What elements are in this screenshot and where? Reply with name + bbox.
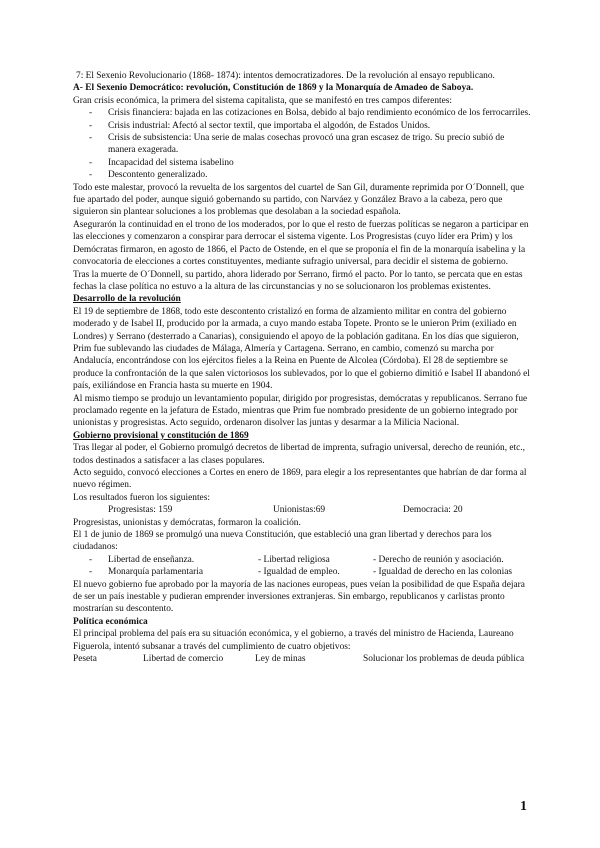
objective-item: Peseta bbox=[73, 654, 97, 665]
paragraph: Acto seguido, convocó elecciones a Cortes en enero de 1869, para elegir a los representantes que habrían de dar forma al nuevo régimen. bbox=[73, 468, 527, 491]
dash-bullet: - bbox=[89, 108, 93, 119]
paragraph: El principal problema del país era su situación económica, y el gobierno, a través del ministro de Hacienda, Laureano Figuerola, intentó subsanar a través del cumplimiento de cuatro objetivos: bbox=[73, 629, 514, 652]
subheading-provisional-government: Gobierno provisional y constitución de 1869 bbox=[73, 430, 249, 441]
document-title: 7: El Sexenio Revolucionario (1868- 1874): intentos democratizadores. De la revolución al ensayo republicano. bbox=[76, 71, 495, 81]
paragraph: El nuevo gobierno fue aprobado por la mayoría de las naciones europeas, pues veían la posibilidad de que España dejara de ser un país inestable y pudieran emprender inversiones extranjeras. Sin embargo, republicanos y carlistas pronto mostrarían su descontento. bbox=[73, 579, 525, 615]
dash-bullet: - bbox=[89, 567, 93, 578]
subheading-revolution: Desarrollo de la revolución bbox=[73, 294, 181, 305]
paragraph: El 1 de junio de 1869 se promulgó una nueva Constitución, que estableció una gran libertad y derechos para los ciudadanos: bbox=[73, 530, 492, 553]
dash-bullet: - bbox=[89, 133, 93, 144]
list-item: - Crisis financiera: bajada en las cotizaciones en Bolsa, debido al bajo rendimiento económico de los ferrocarriles. bbox=[89, 108, 531, 119]
list-item: - Crisis de subsistencia: Una serie de malas cosechas provocó una gran escasez de trigo. Su precio subió de manera exagerada. bbox=[89, 133, 505, 156]
dash-bullet: - bbox=[89, 157, 93, 168]
document-body bbox=[73, 70, 533, 666]
subheading-economic-policy: Política económica bbox=[73, 616, 148, 627]
list-item: - Libertad de enseñanza. - Libertad religiosa - Derecho de reunión y asociación. bbox=[89, 554, 504, 565]
rights-list bbox=[73, 554, 533, 579]
paragraph: Tras llegar al poder, el Gobierno promulgó decretos de libertad de imprenta, sufragio universal, derecho de reunión, etc., todos destinados a satisfacer a las clases populares. bbox=[73, 443, 525, 466]
paragraph: Progresistas, unionistas y demócratas, formaron la coalición. bbox=[73, 517, 301, 528]
list-item: - Incapacidad del sistema isabelino bbox=[89, 157, 234, 168]
list-item: - Monarquía parlamentaria - Igualdad de empleo. - Igualdad de derecho en las colonias bbox=[89, 567, 513, 578]
crisis-list bbox=[73, 107, 533, 181]
section-heading-a: A- El Sexenio Democrático: revolución, Constitución de 1869 y la Monarquía de Amadeo de Saboya. bbox=[73, 83, 474, 94]
page-number: 1 bbox=[520, 799, 527, 814]
paragraph: Al mismo tiempo se produjo un levantamiento popular, dirigido por progresistas, demócratas y republicanos. Serrano fue proclamado regente en la jefatura de Estado, mientras que Prim fue nombrado presidente de un gobierno integrado por unionistas y progresistas. Acto seguido, ordenaron disolver las juntas y desarmar a la Milicia Nacional. bbox=[73, 393, 528, 429]
paragraph: Todo este malestar, provocó la revuelta de los sargentos del cuartel de San Gil, duramente reprimida por O´Donnell, que fue apartado del poder, aunque siguió gobernando su partido, con Narváez y González Bravo a la cabeza, pero que siguieron sin plantear soluciones a los problemas que desolaban a la sociedad española. bbox=[73, 182, 524, 218]
paragraph: Tras la muerte de O´Donnell, su partido, ahora liderado por Serrano, firmó el pacto. Por lo tanto, se percata que en estas fechas la clase política no estuvo a la altura de las circunstancias y no se solucionaron los problemas existentes. bbox=[73, 269, 523, 292]
dash-bullet: - bbox=[89, 170, 93, 181]
result-progresistas: Progresistas: 159 bbox=[108, 505, 173, 516]
paragraph: El 19 de septiembre de 1868, todo este descontento cristalizó en forma de alzamiento militar en contra del gobierno moderado y de Isabel II, producido por la armada, a cuyo mando estaba Topete. Pronto se le unieron Prim (exiliado en Londres) y Serrano (desterrado a Canarias), consiguiendo el apoyo de la población gaditana. En los días que siguieron, Prim fue sublevando las ciudades de Málaga, Almería y Cartagena. Serrano, en cambio, comenzó su marcha por Andalucía, encontrándose con los ejércitos fieles a la Reina en Puente de Alcolea (Córdoba). El 28 de septiembre se produce la confrontación de la que salen victoriosos los sublevados, por lo que el gobierno dimitió e Isabel II abandonó el país, exiliándose en Francia hasta su muerte en 1904. bbox=[73, 306, 530, 392]
dash-bullet: - bbox=[89, 554, 93, 565]
objectives-row bbox=[73, 653, 533, 665]
result-unionistas: Unionistas:69 bbox=[273, 505, 326, 516]
paragraph: Asegurarón la continuidad en el trono de los moderados, por lo que el resto de fuerzas políticas se negaron a participar en las elecciones y comenzaron a conspirar para derrocar el sistema vigente. Los Progresistas (cuyo líder era Prim) y los Demócratas firmaron, en agosto de 1866, el Pacto de Ostende, en el que se proponía el fin de la monarquía isabelina y la convocatoria de elecciones a cortes constituyentes, mediante sufragio universal, para decidir el sistema de gobierno. bbox=[73, 219, 529, 268]
objective-item: Solucionar los problemas de deuda pública bbox=[363, 654, 525, 665]
result-democracia: Democracia: 20 bbox=[403, 505, 463, 516]
results-intro: Los resultados fueron los siguientes: bbox=[73, 492, 210, 503]
election-results bbox=[73, 504, 533, 516]
objective-item: Ley de minas bbox=[255, 654, 306, 665]
dash-bullet: - bbox=[89, 120, 93, 131]
list-item: - Descontento generalizado. bbox=[89, 170, 208, 181]
intro-paragraph: Gran crisis económica, la primera del sistema capitalista, que se manifestó en tres campos diferentes: bbox=[73, 95, 453, 106]
objective-item: Libertad de comercio bbox=[143, 654, 224, 665]
list-item: - Crisis industrial: Afectó al sector textil, que importaba el algodón, de Estados Unidos. bbox=[89, 120, 431, 131]
